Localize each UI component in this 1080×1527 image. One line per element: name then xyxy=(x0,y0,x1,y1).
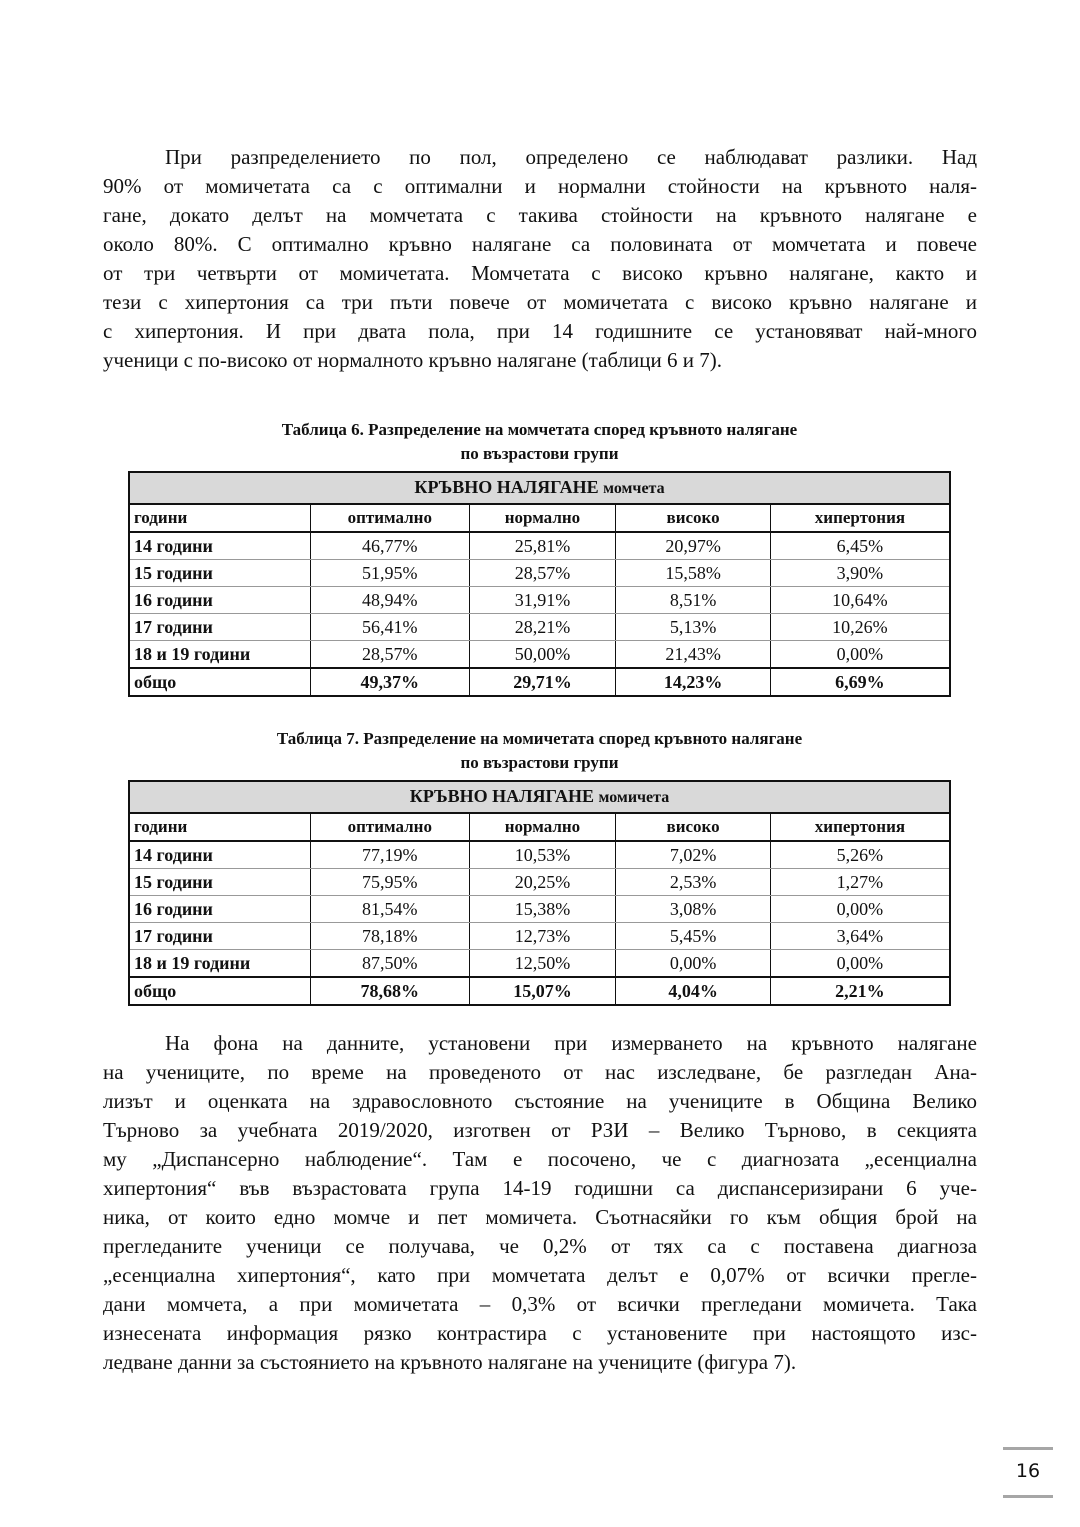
table-cell: 5,26% xyxy=(770,841,950,869)
text-line: на учениците, по време на проведеното от нас изследване, бе разгледан Ана- xyxy=(103,1060,977,1084)
text-line: гане, докато делът на момчетата с такива стойности на кръвното налягане е xyxy=(103,203,977,227)
caption-line: Таблица 7. Разпределение на момичетата според кръвното налягане xyxy=(276,729,803,748)
table-cell: нормално xyxy=(469,813,616,841)
table-cell: години xyxy=(129,504,310,532)
table-row xyxy=(129,587,950,614)
text-line: му „Диспансерно наблюдение“. Там е посочено, че с диагнозата „есенциална xyxy=(103,1147,977,1171)
table-total-row xyxy=(129,668,950,696)
table-cell: 28,57% xyxy=(310,641,469,669)
table-header-row xyxy=(129,504,950,532)
text-line: дани момчета, а при момичетата – 0,3% от всички прегледани момичета. Така xyxy=(103,1292,977,1316)
table-cell: 87,50% xyxy=(310,950,469,978)
table-cell: нормално xyxy=(469,504,616,532)
table-cell: 12,73% xyxy=(469,923,616,950)
table-cell: 28,21% xyxy=(469,614,616,641)
table-cell: 10,64% xyxy=(770,587,950,614)
table-cell: 25,81% xyxy=(469,532,616,560)
table-cell: 56,41% xyxy=(310,614,469,641)
text-line: ледване данни за състоянието на кръвното налягане на учениците (фигура 7). xyxy=(103,1350,797,1374)
table-cell: 0,00% xyxy=(770,896,950,923)
table-total-row xyxy=(129,977,950,1005)
table-cell: 77,19% xyxy=(310,841,469,869)
table-cell: 20,25% xyxy=(469,869,616,896)
table-cell: 1,27% xyxy=(770,869,950,896)
text-line: ученици с по-високо от нормалното кръвно налягане (таблици 6 и 7). xyxy=(103,348,722,372)
table-cell: 15 години xyxy=(129,560,310,587)
table7-girls-blood-pressure xyxy=(128,780,951,1006)
text-line: При разпределението по пол, определено се наблюдават разлики. Над xyxy=(165,145,977,169)
table-cell: 17 години xyxy=(129,923,310,950)
table-cell: общо xyxy=(129,977,310,1005)
table-cell: 15,38% xyxy=(469,896,616,923)
table-cell: 15,58% xyxy=(616,560,771,587)
table-row xyxy=(129,641,950,669)
text-line: лизът и оценката на здравословното състояние на учениците в Община Велико xyxy=(103,1089,977,1113)
table-cell: общо xyxy=(129,668,310,696)
table6-caption xyxy=(128,418,951,466)
text-line: около 80%. С оптимално кръвно налягане са половината от момчетата и повече xyxy=(103,232,977,256)
table-cell: 16 години xyxy=(129,896,310,923)
table-row xyxy=(129,923,950,950)
table-cell: хипертония xyxy=(770,813,950,841)
table-cell: 17 години xyxy=(129,614,310,641)
table-cell: 12,50% xyxy=(469,950,616,978)
caption-line: по възрастови групи xyxy=(460,753,619,772)
text-line: с хипертония. И при двата пола, при 14 годишните се установяват най-много xyxy=(103,319,977,343)
caption-line: Таблица 6. Разпределение на момчетата според кръвното налягане xyxy=(281,420,798,439)
table-cell: 29,71% xyxy=(469,668,616,696)
text-line: от три четвърти от момичетата. Момчетата с високо кръвно налягане, както и xyxy=(103,261,977,285)
table-cell: 2,53% xyxy=(616,869,771,896)
table-cell: 7,02% xyxy=(616,841,771,869)
table-title-row xyxy=(129,781,950,813)
table-row xyxy=(129,869,950,896)
table-cell: 18 и 19 години xyxy=(129,641,310,669)
table-cell: 3,90% xyxy=(770,560,950,587)
table-cell: 4,04% xyxy=(616,977,771,1005)
table-cell: 10,26% xyxy=(770,614,950,641)
table-cell: 49,37% xyxy=(310,668,469,696)
table-cell: 3,64% xyxy=(770,923,950,950)
table-cell: 31,91% xyxy=(469,587,616,614)
table-cell: хипертония xyxy=(770,504,950,532)
table-cell: 75,95% xyxy=(310,869,469,896)
table-cell: 81,54% xyxy=(310,896,469,923)
table-cell: 0,00% xyxy=(616,950,771,978)
table-cell: 5,13% xyxy=(616,614,771,641)
text-line: прегледаните ученици се получава, че 0,2% от тях са с поставена диагноза xyxy=(103,1234,977,1258)
table-cell: 15,07% xyxy=(469,977,616,1005)
table-cell: 14,23% xyxy=(616,668,771,696)
table-cell: 3,08% xyxy=(616,896,771,923)
table-title xyxy=(129,781,950,813)
table-cell: оптимално xyxy=(310,813,469,841)
table-cell: 0,00% xyxy=(770,641,950,669)
title-main: КРЪВНО НАЛЯГАНЕ xyxy=(409,786,595,806)
table-title xyxy=(129,472,950,504)
table7-caption xyxy=(128,727,951,775)
table-cell: 46,77% xyxy=(310,532,469,560)
table-cell: високо xyxy=(616,504,771,532)
table-cell: 6,69% xyxy=(770,668,950,696)
table-cell: 14 години xyxy=(129,532,310,560)
paragraph-dispensary-observation xyxy=(103,1029,977,1377)
table-cell: 78,68% xyxy=(310,977,469,1005)
title-main: КРЪВНО НАЛЯГАНЕ xyxy=(414,477,599,497)
table-cell: 6,45% xyxy=(770,532,950,560)
table-cell: 16 години xyxy=(129,587,310,614)
table-cell: 14 години xyxy=(129,841,310,869)
text-line: хипертония“ във възрастовата група 14-19 годишни са диспансеризирани 6 уче- xyxy=(103,1176,977,1200)
table-cell: 48,94% xyxy=(310,587,469,614)
table-row xyxy=(129,950,950,978)
text-line: ника, от които едно момче и пет момичета. Съотнасяйки го към общия брой на xyxy=(103,1205,977,1229)
table-cell: 20,97% xyxy=(616,532,771,560)
title-sub: момчета xyxy=(603,480,665,497)
table-cell: високо xyxy=(616,813,771,841)
table-cell: оптимално xyxy=(310,504,469,532)
table-cell: 0,00% xyxy=(770,950,950,978)
title-sub: момичета xyxy=(598,789,670,806)
table-cell: години xyxy=(129,813,310,841)
table-cell: 50,00% xyxy=(469,641,616,669)
table-row xyxy=(129,896,950,923)
table-cell: 2,21% xyxy=(770,977,950,1005)
table-title-row xyxy=(129,472,950,504)
page-number: 16 xyxy=(1003,1447,1053,1498)
text-line: 90% от момичетата са с оптимални и нормални стойности на кръвното наля- xyxy=(103,174,977,198)
caption-line: по възрастови групи xyxy=(460,444,619,463)
table-cell: 51,95% xyxy=(310,560,469,587)
table-row xyxy=(129,532,950,560)
paragraph-gender-distribution xyxy=(103,143,977,375)
table-row xyxy=(129,560,950,587)
text-line: „есенциална хипертония“, като при момчетата делът е 0,07% от всички прегле- xyxy=(103,1263,977,1287)
table-cell: 21,43% xyxy=(616,641,771,669)
table-cell: 15 години xyxy=(129,869,310,896)
table6-boys-blood-pressure xyxy=(128,471,951,697)
table-cell: 28,57% xyxy=(469,560,616,587)
table-cell: 78,18% xyxy=(310,923,469,950)
text-line: изнесената информация рязко контрастира с установените при настоящото изс- xyxy=(103,1321,977,1345)
table-header-row xyxy=(129,813,950,841)
table-cell: 10,53% xyxy=(469,841,616,869)
text-line: Търново за учебната 2019/2020, изготвен от РЗИ – Велико Търново, в секцията xyxy=(103,1118,977,1142)
text-line: На фона на данните, установени при измерването на кръвното налягане xyxy=(165,1031,977,1055)
table-row xyxy=(129,614,950,641)
text-line: тези с хипертония са три пъти повече от момичетата с високо кръвно налягане и xyxy=(103,290,977,314)
table-cell: 5,45% xyxy=(616,923,771,950)
table-row xyxy=(129,841,950,869)
table-cell: 18 и 19 години xyxy=(129,950,310,978)
table-cell: 8,51% xyxy=(616,587,771,614)
